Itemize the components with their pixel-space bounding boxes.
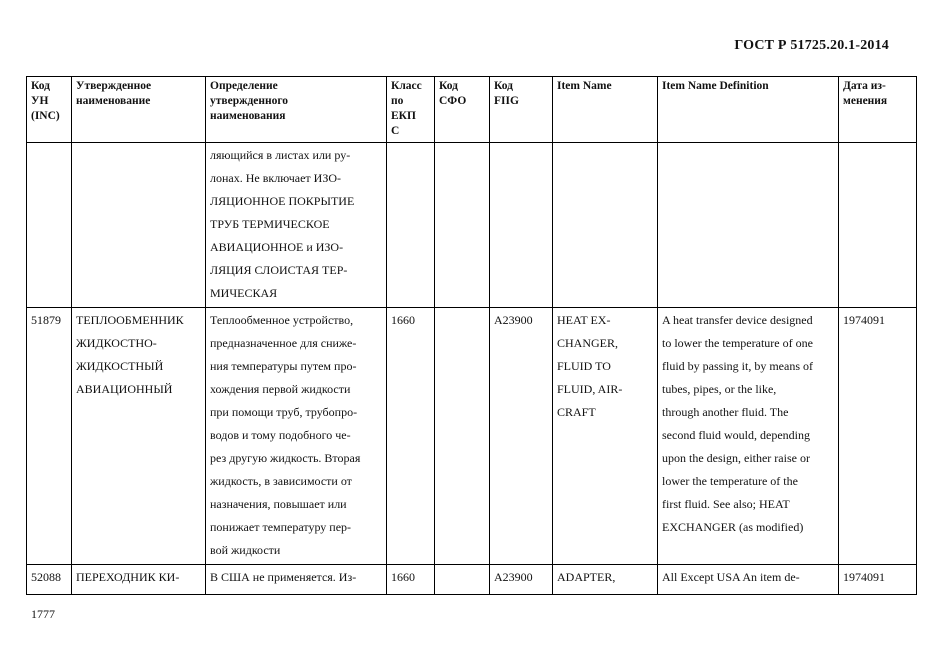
text-line: С (391, 125, 400, 137)
col-header-sfo (435, 77, 490, 143)
cell-item-name-definition (658, 565, 839, 595)
text-line: FIIG (494, 95, 519, 107)
text-line: CHANGER, (557, 336, 619, 350)
text-line: В США не применяется. Из- (210, 570, 357, 584)
cell-inc (27, 143, 72, 308)
text-line: рез другую жидкость. Вторая (210, 451, 361, 465)
text-line: водов и тому подобного че- (210, 428, 351, 442)
text-line: при помощи труб, трубопро- (210, 405, 358, 419)
text-line: ТЕПЛООБМЕННИК (76, 313, 184, 327)
col-header-inc (27, 77, 72, 143)
text-line: A heat transfer device designed (662, 313, 813, 327)
table-row (27, 143, 917, 308)
text-line: ляющийся в листах или ру- (210, 148, 351, 162)
cell-sfo (435, 143, 490, 308)
text-line: Утвержденное (76, 80, 152, 92)
text-line: хождения первой жидкости (210, 382, 351, 396)
cell-class: 1660 (387, 565, 435, 595)
text-line: Код (494, 80, 514, 92)
text-line: EXCHANGER (as modified) (662, 520, 804, 534)
text-line: утвержденного (210, 95, 289, 107)
cell-fiig: A23900 (490, 565, 553, 595)
text-line: жидкость, в зависимости от (210, 474, 352, 488)
text-line: ТРУБ ТЕРМИЧЕСКОЕ (210, 217, 330, 231)
cell-approved-name (72, 308, 206, 565)
text-line: ЛЯЦИОННОЕ ПОКРЫТИЕ (210, 194, 355, 208)
text-line: CRAFT (557, 405, 596, 419)
text-line: УН (31, 95, 49, 107)
text-line: Теплообменное устройство, (210, 313, 354, 327)
text-line: to lower the temperature of one (662, 336, 813, 350)
cell-change-date: 1974091 (839, 308, 917, 565)
text-line: ЛЯЦИЯ СЛОИСТАЯ ТЕР- (210, 263, 348, 277)
text-line: понижает температуру пер- (210, 520, 352, 534)
cell-fiig (490, 143, 553, 308)
nomenclature-table (26, 76, 917, 595)
text-line: предназначенное для сниже- (210, 336, 357, 350)
text-line: ADAPTER, (557, 570, 616, 584)
col-header-definition (206, 77, 387, 143)
cell-fiig: A23900 (490, 308, 553, 565)
text-line: ПЕРЕХОДНИК КИ- (76, 570, 180, 584)
cell-approved-name (72, 565, 206, 595)
cell-sfo (435, 308, 490, 565)
cell-item-name-definition (658, 308, 839, 565)
text-line: Item Name Definition (662, 80, 769, 92)
cell-inc: 52088 (27, 565, 72, 595)
text-line: lower the temperature of the (662, 474, 798, 488)
text-line: second fluid would, depending (662, 428, 810, 442)
cell-item-name (553, 308, 658, 565)
text-line: лонах. Не включает ИЗО- (210, 171, 341, 185)
cell-inc: 51879 (27, 308, 72, 565)
text-line: Дата из- (843, 80, 886, 92)
cell-class (387, 143, 435, 308)
cell-definition (206, 308, 387, 565)
text-line: ния температуры путем про- (210, 359, 357, 373)
text-line: through another fluid. The (662, 405, 789, 419)
table-row (27, 565, 917, 595)
table-row (27, 308, 917, 565)
text-line: МИЧЕСКАЯ (210, 286, 278, 300)
text-line: first fluid. See also; HEAT (662, 497, 790, 511)
col-header-fiig (490, 77, 553, 143)
text-line: All Except USA An item de- (662, 570, 800, 584)
text-line: HEAT EX- (557, 313, 611, 327)
text-line: ЕКП (391, 110, 416, 122)
cell-change-date (839, 143, 917, 308)
text-line: Item Name (557, 80, 612, 92)
col-header-item-name (553, 77, 658, 143)
text-line: ЖИДКОСТНЫЙ (76, 359, 164, 373)
text-line: Определение (210, 80, 278, 92)
text-line: менения (843, 95, 888, 107)
cell-item-name (553, 143, 658, 308)
cell-definition (206, 143, 387, 308)
cell-sfo (435, 565, 490, 595)
text-line: наименования (210, 110, 286, 122)
text-line: Класс (391, 80, 422, 92)
cell-item-name (553, 565, 658, 595)
text-line: FLUID TO (557, 359, 611, 373)
text-line: upon the design, either raise or (662, 451, 810, 465)
text-line: АВИАЦИОННЫЙ (76, 382, 173, 396)
col-header-approved-name (72, 77, 206, 143)
text-line: Код (31, 80, 51, 92)
page-number: 1777 (31, 607, 55, 621)
cell-definition (206, 565, 387, 595)
text-line: Код (439, 80, 459, 92)
text-line: наименование (76, 95, 151, 107)
cell-item-name-definition (658, 143, 839, 308)
text-line: по (391, 95, 404, 107)
col-header-change-date (839, 77, 917, 143)
text-line: СФО (439, 95, 467, 107)
text-line: ЖИДКОСТНО- (76, 336, 157, 350)
cell-approved-name (72, 143, 206, 308)
table-header-row (27, 77, 917, 143)
text-line: (INC) (31, 110, 60, 122)
text-line: назначения, повышает или (210, 497, 347, 511)
cell-change-date: 1974091 (839, 565, 917, 595)
text-line: вой жидкости (210, 543, 281, 557)
document-id: ГОСТ Р 51725.20.1-2014 (734, 38, 889, 53)
text-line: tubes, pipes, or the like, (662, 382, 777, 396)
col-header-item-name-definition (658, 77, 839, 143)
text-line: fluid by passing it, by means of (662, 359, 813, 373)
text-line: АВИАЦИОННОЕ и ИЗО- (210, 240, 344, 254)
cell-class: 1660 (387, 308, 435, 565)
col-header-class (387, 77, 435, 143)
text-line: FLUID, AIR- (557, 382, 623, 396)
